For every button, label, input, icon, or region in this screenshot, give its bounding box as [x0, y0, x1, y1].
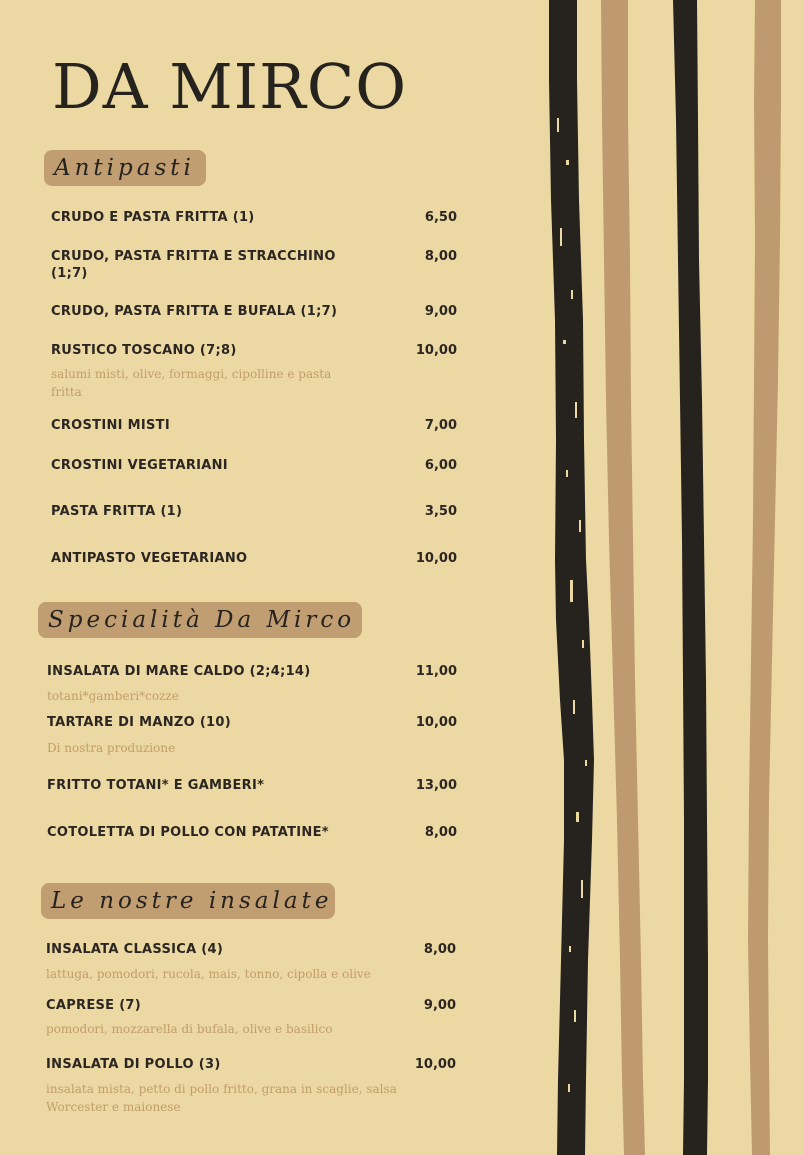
item-name: CRUDO E PASTA FRITTA (1): [51, 210, 255, 225]
item-price: 10,00: [415, 551, 457, 566]
item-name: INSALATA DI POLLO (3): [46, 1057, 221, 1072]
item-price: 6,00: [424, 458, 457, 473]
item-price: 3,50: [424, 504, 457, 519]
tan-stripe-1: [601, 0, 645, 1155]
item-name: INSALATA CLASSICA (4): [46, 942, 224, 957]
section-heading-specialita: Specialità Da Mirco: [38, 602, 362, 638]
item-name: INSALATA DI MARE CALDO (2;4;14): [47, 664, 311, 679]
item-name: ANTIPASTO VEGETARIANO: [51, 551, 248, 566]
item-name: COTOLETTA DI POLLO CON PATATINE*: [47, 825, 329, 840]
item-price: 8,00: [423, 942, 456, 957]
item-price: 10,00: [415, 343, 457, 358]
item-name: CROSTINI MISTI: [51, 418, 170, 433]
item-price: 8,00: [424, 249, 457, 264]
item-price: 10,00: [415, 715, 457, 730]
item-price: 9,00: [424, 304, 457, 319]
item-price: 8,00: [424, 825, 457, 840]
restaurant-title: DA MIRCO: [52, 50, 408, 123]
item-price: 9,00: [423, 998, 456, 1013]
item-name: CROSTINI VEGETARIANI: [51, 458, 228, 473]
item-description: insalata mista, petto di pollo fritto, grana in scaglie, salsa Worcester e maionese: [46, 1082, 397, 1114]
item-price: 10,00: [414, 1057, 456, 1072]
item-price: 13,00: [415, 778, 457, 793]
item-description: totani*gamberi*cozze: [47, 689, 179, 703]
dark-stripe-1: [549, 0, 594, 1155]
item-name: PASTA FRITTA (1): [51, 504, 183, 519]
item-name: CAPRESE (7): [46, 998, 142, 1013]
item-description: salumi misti, olive, formaggi, cipolline e pasta fritta: [51, 367, 332, 399]
dark-stripe-2: [673, 0, 708, 1155]
item-description: pomodori, mozzarella di bufala, olive e basilico: [46, 1022, 333, 1036]
item-price: 6,50: [424, 210, 457, 225]
item-price: 11,00: [415, 664, 457, 679]
section-heading-insalate: Le nostre insalate: [41, 883, 335, 919]
section-heading-antipasti: Antipasti: [44, 150, 206, 186]
item-description: Di nostra produzione: [47, 741, 176, 755]
item-name: FRITTO TOTANI* E GAMBERI*: [47, 778, 265, 793]
item-name: CRUDO, PASTA FRITTA E BUFALA (1;7): [51, 304, 338, 319]
item-name: TARTARE DI MANZO (10): [47, 715, 231, 730]
item-name: CRUDO, PASTA FRITTA E STRACCHINO (1;7): [51, 249, 336, 281]
item-name: RUSTICO TOSCANO (7;8): [51, 343, 237, 358]
item-description: lattuga, pomodori, rucola, mais, tonno, cipolla e olive: [46, 967, 371, 981]
tan-stripe-2: [748, 0, 781, 1155]
item-price: 7,00: [424, 418, 457, 433]
